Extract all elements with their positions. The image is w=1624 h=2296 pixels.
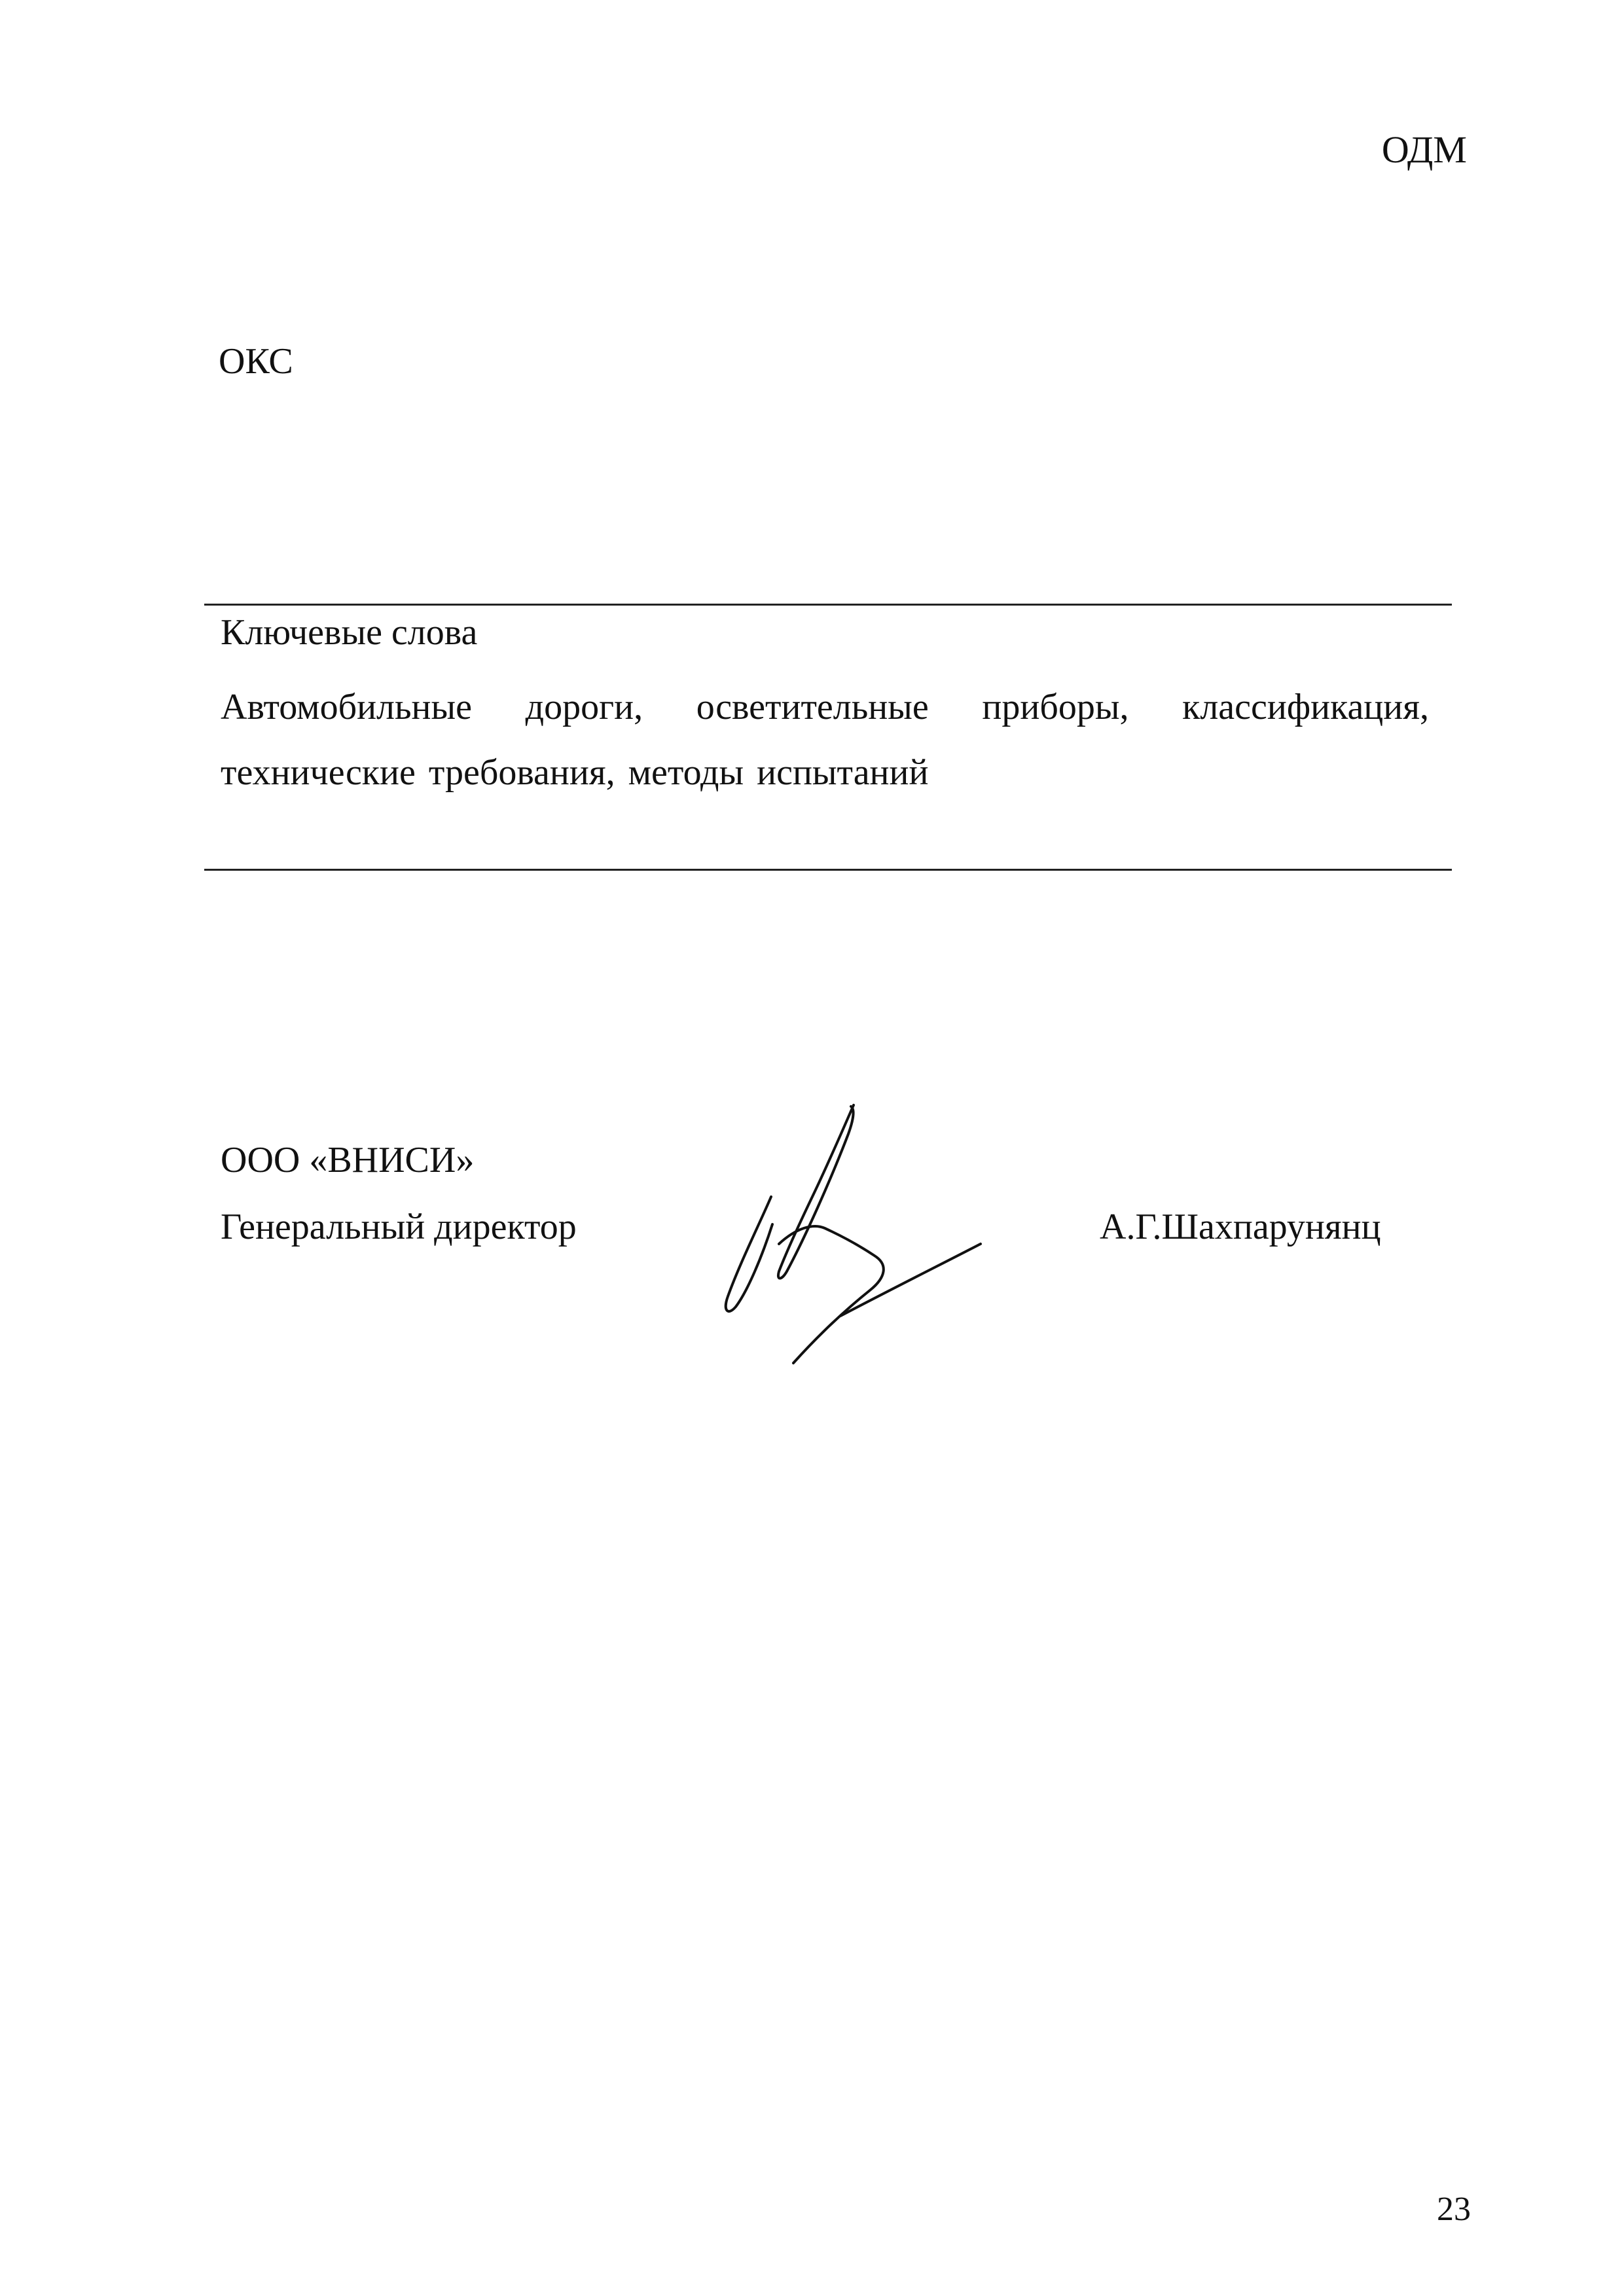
signer-name: А.Г.Шахпарунянц <box>1100 1207 1381 1247</box>
signer-position: Генеральный директор <box>221 1207 577 1247</box>
organization-name: ООО «ВНИСИ» <box>221 1140 475 1180</box>
document-code: ОДМ <box>1381 128 1467 171</box>
keywords-heading: Ключевые слова <box>221 612 478 653</box>
oks-label: ОКС <box>219 341 293 382</box>
top-divider <box>204 604 1452 606</box>
page-number: 23 <box>1437 2191 1471 2228</box>
keywords-text: Автомобильные дороги, осветительные приборы, классификация, технические требования, методы испытаний <box>221 687 1429 793</box>
handwritten-signature <box>713 1100 1041 1375</box>
bottom-divider <box>204 869 1452 871</box>
